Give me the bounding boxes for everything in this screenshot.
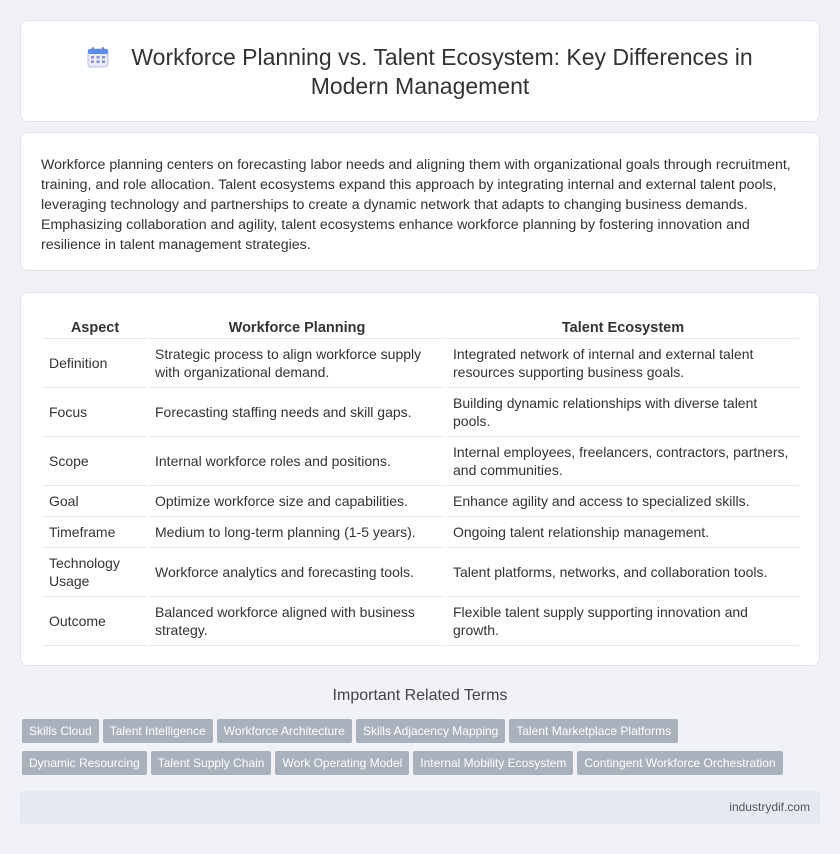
related-terms-heading: Important Related Terms — [332, 687, 508, 704]
row-aspect: Technology Usage — [43, 548, 147, 597]
header-talent-ecosystem: Talent Ecosystem — [447, 315, 799, 339]
header-aspect: Aspect — [43, 315, 147, 339]
related-term-tag[interactable]: Talent Supply Chain — [151, 751, 272, 775]
row-workforce-planning: Optimize workforce size and capabilities. — [149, 486, 445, 517]
title-card — [20, 20, 820, 122]
summary-text: Workforce planning centers on forecasting labor needs and aligning them with organizational goals through recruitment, training, and role allocation. Talent ecosystems expand this approach by integrating internal and external talent pools, leveraging technology and partnerships to create a dynamic network that adapts to changing business demands. Emphasizing collaboration and agility, talent ecosystems enhance workforce planning by fostering innovation and resilience in talent management strategies. — [41, 157, 791, 253]
table-row — [43, 437, 799, 486]
row-talent-ecosystem: Integrated network of internal and external talent resources supporting business goals. — [447, 339, 799, 388]
table-row — [43, 517, 799, 548]
row-aspect: Scope — [43, 437, 147, 486]
table-row — [43, 548, 799, 597]
related-term-tag[interactable]: Contingent Workforce Orchestration — [577, 751, 782, 775]
row-aspect: Outcome — [43, 597, 147, 646]
row-talent-ecosystem: Internal employees, freelancers, contractors, partners, and communities. — [447, 437, 799, 486]
row-talent-ecosystem: Flexible talent supply supporting innovation and growth. — [447, 597, 799, 646]
footer-site-link[interactable]: industrydif.com — [729, 800, 810, 814]
row-aspect: Timeframe — [43, 517, 147, 548]
summary-card — [20, 132, 820, 271]
row-aspect: Definition — [43, 339, 147, 388]
row-workforce-planning: Strategic process to align workforce supply with organizational demand. — [149, 339, 445, 388]
row-aspect: Goal — [43, 486, 147, 517]
row-workforce-planning: Medium to long-term planning (1-5 years). — [149, 517, 445, 548]
comparison-table — [41, 315, 801, 646]
row-workforce-planning: Workforce analytics and forecasting tools. — [149, 548, 445, 597]
comparison-card — [20, 292, 820, 666]
row-workforce-planning: Forecasting staffing needs and skill gaps. — [149, 388, 445, 437]
related-term-tag[interactable]: Talent Marketplace Platforms — [509, 719, 678, 743]
calendar-icon — [87, 46, 109, 68]
table-row — [43, 486, 799, 517]
related-term-tag[interactable]: Internal Mobility Ecosystem — [413, 751, 573, 775]
page-title-wrap — [21, 43, 819, 101]
row-aspect: Focus — [43, 388, 147, 437]
related-term-tag[interactable]: Skills Adjacency Mapping — [356, 719, 505, 743]
row-workforce-planning: Internal workforce roles and positions. — [149, 437, 445, 486]
table-row — [43, 388, 799, 437]
related-term-tag[interactable]: Talent Intelligence — [103, 719, 213, 743]
table-header-row — [43, 315, 799, 339]
table-row — [43, 339, 799, 388]
row-talent-ecosystem: Ongoing talent relationship management. — [447, 517, 799, 548]
row-talent-ecosystem: Building dynamic relationships with diverse talent pools. — [447, 388, 799, 437]
footer — [20, 791, 820, 824]
related-term-tag[interactable]: Workforce Architecture — [217, 719, 352, 743]
table-row — [43, 597, 799, 646]
related-term-tag[interactable]: Skills Cloud — [22, 719, 99, 743]
page-title: Workforce Planning vs. Talent Ecosystem: Key Differences in Modern Management — [131, 44, 753, 99]
row-workforce-planning: Balanced workforce aligned with business strategy. — [149, 597, 445, 646]
related-terms-list — [22, 719, 812, 783]
related-term-tag[interactable]: Work Operating Model — [275, 751, 409, 775]
row-talent-ecosystem: Talent platforms, networks, and collaboration tools. — [447, 548, 799, 597]
related-term-tag[interactable]: Dynamic Resourcing — [22, 751, 147, 775]
row-talent-ecosystem: Enhance agility and access to specialized skills. — [447, 486, 799, 517]
header-workforce-planning: Workforce Planning — [149, 315, 445, 339]
